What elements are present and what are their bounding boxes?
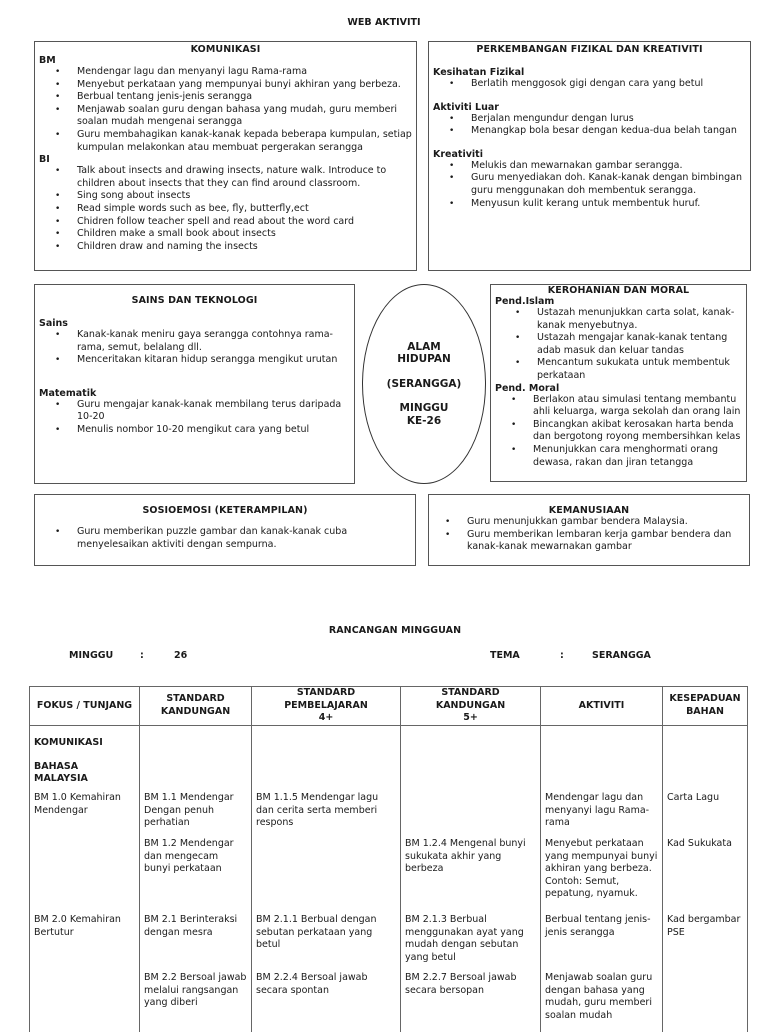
sains-title: SAINS DAN TEKNOLOGI (131, 295, 258, 306)
list-item: • Guru memberikan puzzle gambar dan kanak-kanak cuba menyelesaikan aktiviti dengan sempurna. (77, 526, 411, 551)
list-item: • Menceritakan kitaran hidup serangga mengikut urutan (77, 354, 350, 367)
header-fokus: FOKUS / TUNJANG (30, 687, 140, 726)
header-kesepaduan-bahan: KESEPADUAN BAHAN (663, 687, 748, 726)
pembelajaran-cell: BM 2.2.4 Bersoal jawab secara spontan (256, 972, 368, 996)
section-bahasa-malaysia: BAHASA MALAYSIA (34, 760, 88, 785)
table-row (30, 788, 748, 838)
fokus-cell: BM 2.0 Kemahiran Bertutur (34, 914, 121, 938)
kandungan-cell: BM 2.2 Bersoal jawab melalui rangsangan yang diberi (144, 972, 247, 1009)
kandungan-cell: BM 1.1 Mendengar Dengan penuh perhatian (144, 792, 234, 829)
kandungan5-cell: BM 2.2.7 Bersoal jawab secara bersopan (405, 972, 517, 996)
list-item: • Ustazah menunjukkan carta solat, kanak-kanak menyebutnya. (537, 307, 742, 332)
header-standard-kandungan: STANDARD KANDUNGAN (140, 687, 252, 726)
table-row (30, 972, 748, 1032)
theme-line: KE-26 (406, 414, 442, 427)
weekly-plan-table (29, 686, 748, 1032)
list-item: • Berbual tentang jenis-jenis serangga (77, 91, 412, 104)
fokus-cell: BM 1.0 Kemahiran Mendengar (34, 792, 121, 816)
list-item: • Berlatih menggosok gigi dengan cara yang betul (471, 78, 746, 91)
list-item: • Chidren follow teacher spell and read about the word card (77, 216, 412, 229)
islam-label: Pend.Islam (495, 296, 555, 307)
matematik-list (39, 399, 350, 437)
bi-list (39, 165, 412, 253)
list-item: • Berlakon atau simulasi tentang membantu ahli keluarga, warga sekolah dan orang lain (533, 394, 742, 419)
kemanusiaan-box (428, 494, 750, 566)
theme-line: ALAM (407, 340, 441, 353)
moral-title: KEROHANIAN DAN MORAL (547, 285, 690, 296)
fizikal-title: PERKEMBANGAN FIZIKAL DAN KREATIVITI (476, 44, 703, 55)
sosioemosi-title: SOSIOEMOSI (KETERAMPILAN) (142, 505, 308, 516)
list-item: • Menyusun kulit kerang untuk membentuk huruf. (471, 198, 746, 211)
list-item: • Children draw and naming the insects (77, 241, 412, 254)
list-item: • Ustazah mengajar kanak-kanak tentang adab masuk dan keluar tandas (537, 332, 742, 357)
komunikasi-box (34, 41, 417, 271)
list-item: • Children make a small book about insects (77, 228, 412, 241)
list-item: • Guru mengajar kanak-kanak membilang terus daripada 10-20 (77, 399, 350, 424)
islam-list (495, 307, 742, 383)
sosioemosi-list (39, 526, 411, 551)
minggu-colon: : (140, 650, 144, 661)
moral-label: Pend. Moral (495, 382, 560, 394)
list-item: • Mendengar lagu dan menyanyi lagu Rama-rama (77, 66, 412, 79)
kesihatan-label: Kesihatan Fizikal (433, 67, 525, 78)
kesihatan-list (433, 78, 746, 91)
pembelajaran-cell: BM 2.1.1 Berbual dengan sebutan perkataan yang betul (256, 914, 377, 951)
matematik-label: Matematik (39, 387, 97, 399)
bm-label: BM (39, 55, 56, 66)
list-item: • Menunjukkan cara menghormati orang dewasa, rakan dan jiran tetangga (533, 444, 742, 469)
sains-list (39, 329, 350, 367)
theme-ellipse (362, 284, 486, 484)
list-item: • Menjawab soalan guru dengan bahasa yang mudah, guru memberi soalan mudah mengenai serangga (77, 104, 412, 129)
table-row-section (30, 726, 748, 789)
list-item: • Menangkap bola besar dengan kedua-dua belah tangan (471, 125, 746, 138)
kreativiti-label: Kreativiti (433, 148, 483, 160)
list-item: • Bincangkan akibat kerosakan harta benda dan bergotong royong membersihkan kelas (533, 419, 742, 444)
aktiviti-cell: Menjawab soalan guru dengan bahasa yang mudah, guru memberi soalan mudah (545, 972, 653, 1021)
kandungan5-cell: BM 2.1.3 Berbual menggunakan ayat yang mudah dengan sebutan yang betul (405, 914, 524, 963)
bahan-cell: Kad Sukukata (667, 838, 732, 849)
tema-value: SERANGGA (592, 650, 651, 661)
page-title: WEB AKTIVITI (347, 17, 421, 28)
theme-line: HIDUPAN (397, 353, 451, 366)
kandungan-cell: BM 1.2 Mendengar dan mengecam bunyi perkataan (144, 838, 234, 875)
kandungan5-cell: BM 1.2.4 Mengenal bunyi sukukata akhir yang berbeza (405, 838, 526, 875)
list-item: • Mencantum sukukata untuk membentuk perkataan (537, 357, 742, 382)
table-row (30, 838, 748, 910)
list-item: • Menulis nombor 10-20 mengikut cara yang betul (77, 424, 350, 437)
kemanusiaan-list (433, 516, 745, 554)
bahan-cell: Carta Lagu (667, 792, 720, 803)
minggu-label: MINGGU (69, 650, 114, 661)
list-item: • Read simple words such as bee, fly, butterfly,ect (77, 203, 412, 216)
list-item: • Melukis dan mewarnakan gambar serangga. (471, 160, 746, 173)
header-aktiviti: AKTIVITI (541, 687, 663, 726)
bi-label: BI (39, 154, 50, 166)
aktiviti-cell: Menyebut perkataan yang mempunyai bunyi akhiran yang berbeza. Contoh: Semut, pepatung, nyamuk. (545, 838, 658, 900)
theme-line: (SERANGGA) (386, 377, 462, 390)
list-item: • Menyebut perkataan yang mempunyai bunyi akhiran yang berbeza. (77, 79, 412, 92)
sains-box (34, 284, 355, 484)
aktiviti-cell: Mendengar lagu dan menyanyi lagu Rama-rama (545, 792, 650, 829)
list-item: • Guru menyediakan doh. Kanak-kanak dengan bimbingan guru menggunakan doh membentuk serangga. (471, 172, 746, 197)
sains-label: Sains (39, 318, 68, 329)
moral-list (495, 394, 742, 470)
aktiviti-cell: Berbual tentang jenis-jenis serangga (545, 914, 651, 938)
table-row (30, 910, 748, 972)
tema-colon: : (560, 650, 564, 661)
theme-line: MINGGU (399, 402, 449, 415)
luar-label: Aktiviti Luar (433, 101, 499, 113)
bm-list (39, 66, 412, 154)
komunikasi-title: KOMUNIKASI (190, 44, 261, 55)
kemanusiaan-title: KEMANUSIAAN (548, 505, 630, 516)
kreativiti-list (433, 160, 746, 210)
table-header-row (30, 687, 748, 726)
pembelajaran-cell: BM 1.1.5 Mendengar lagu dan cerita serta memberi respons (256, 792, 379, 829)
list-item: • Guru menunjukkan gambar bendera Malaysia. (467, 516, 745, 529)
list-item: • Guru membahagikan kanak-kanak kepada beberapa kumpulan, setiap kumpulan melakonkan atau membuat pergerakan serangga (77, 129, 412, 154)
list-item: • Guru memberikan lembaran kerja gambar bendera dan kanak-kanak mewarnakan gambar (467, 529, 745, 554)
tema-label: TEMA (490, 650, 520, 661)
fizikal-box (428, 41, 751, 271)
sosioemosi-box (34, 494, 416, 566)
list-item: • Kanak-kanak meniru gaya serangga contohnya rama-rama, semut, belalang dll. (77, 329, 350, 354)
luar-list (433, 113, 746, 138)
kandungan-cell: BM 2.1 Berinteraksi dengan mesra (144, 914, 238, 938)
header-standard-kandungan-5: STANDARD KANDUNGAN 5+ (401, 687, 541, 726)
bahan-cell: Kad bergambar PSE (667, 914, 741, 938)
list-item: • Sing song about insects (77, 190, 412, 203)
moral-box (490, 284, 747, 482)
section-komunikasi: KOMUNIKASI (34, 737, 103, 748)
minggu-value: 26 (174, 650, 188, 661)
list-item: • Berjalan mengundur dengan lurus (471, 113, 746, 126)
rancangan-title: RANCANGAN MINGGUAN (328, 625, 462, 636)
header-standard-pembelajaran: STANDARD PEMBELAJARAN 4+ (252, 687, 401, 726)
list-item: • Talk about insects and drawing insects, nature walk. Introduce to children about insects that they can find around classroom. (77, 165, 412, 190)
